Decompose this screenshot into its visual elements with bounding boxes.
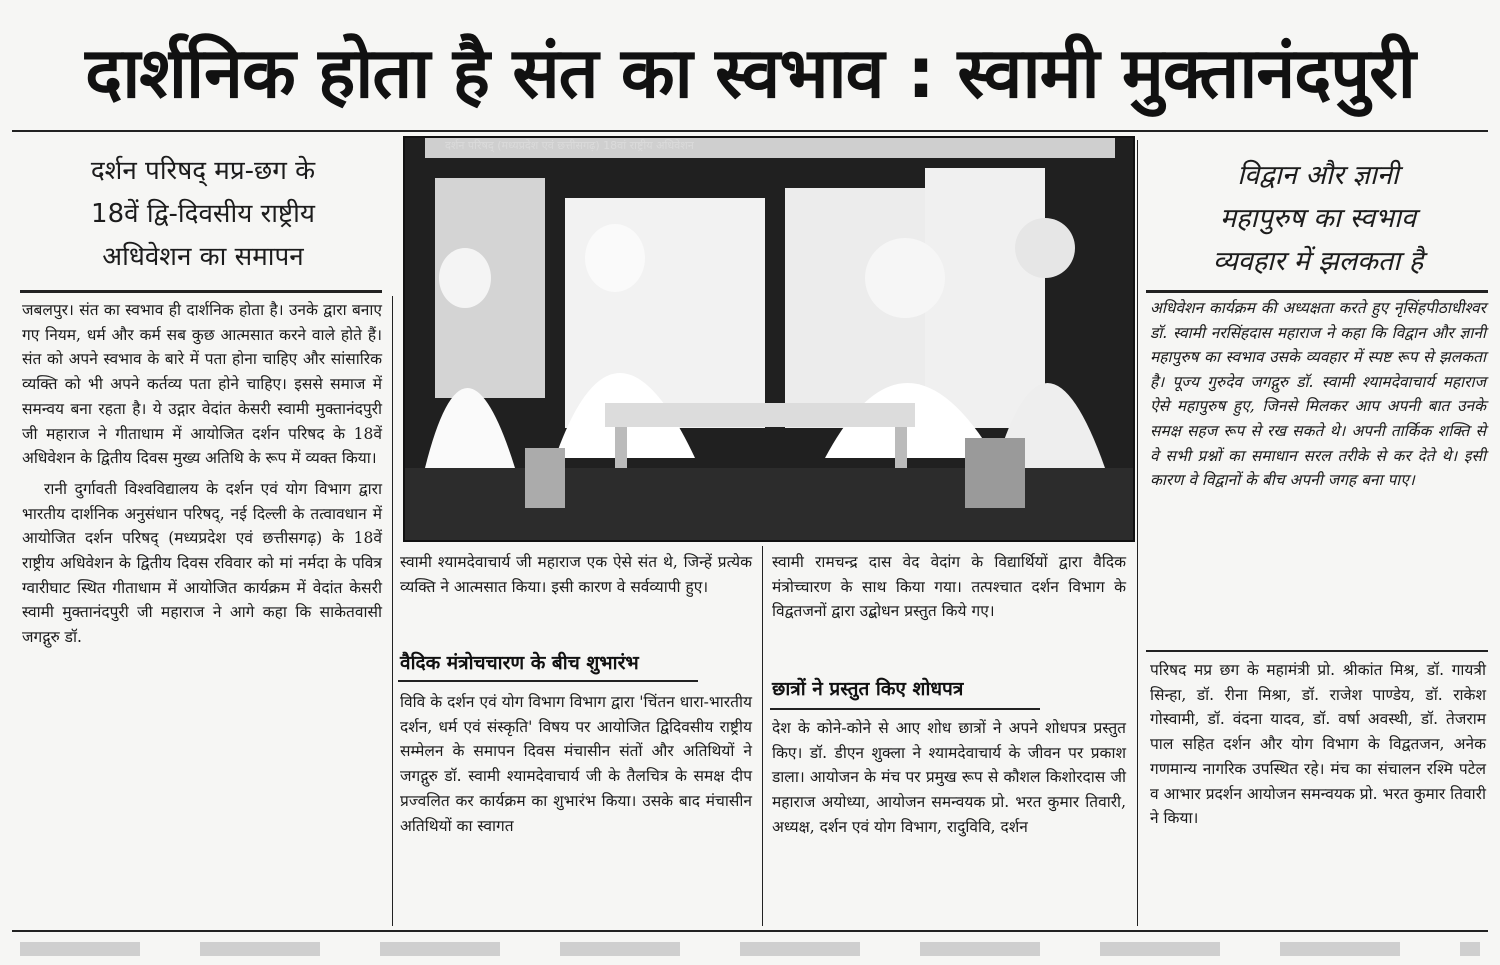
right-deck-line-1: विद्वान और ज्ञानी (1237, 160, 1399, 191)
col2-subhead-rule (398, 680, 698, 682)
col2-para-2: विवि के दर्शन एवं योग विभाग विभाग द्वारा 'चिंतन धारा-भारतीय दर्शन, धर्म एवं संस्कृति' विषय पर आयोजित द्विदिवसीय राष्ट्रीय सम्मेलन के समापन दिवस मंचासीन संतों और अतिथियों ने जगद्गुरु डॉ. स्वामी श्यामदेवाचार्य जी के तैलचित्र के समक्ष दीप प्रज्वलित कर कार्यक्रम का शुभारंभ किया। उसके बाद मंचासीन अतिथियों का स्वागत (400, 693, 752, 835)
left-deck (22, 150, 384, 279)
headline-rule (12, 130, 1488, 132)
next-article-strip (20, 942, 1480, 956)
column-3-cont (772, 716, 1126, 840)
column-2-cont (400, 690, 752, 838)
column-1 (22, 298, 382, 650)
left-deck-rule (20, 290, 382, 293)
event-photo-image (405, 138, 1133, 540)
right-deck-rule (1146, 290, 1488, 293)
col1-para-2: रानी दुर्गावती विश्वविद्यालय के दर्शन एवं योग विभाग द्वारा भारतीय दार्शनिक अनुसंधान परिषद्, नई दिल्ली के तत्वावधान में आयोजित दर्शन परिषद् (मध्यप्रदेश एवं छत्तीसगढ़) के 18वें राष्ट्रीय अधिवेशन के द्वितीय दिवस रविवार को मां नर्मदा के पवित्र ग्वारीघाट स्थित गीताधाम में आयोजित कार्यक्रम में वेदांत केसरी स्वामी मुक्तानंदपुरी जी महाराज ने आगे कहा कि साकेतवासी जगद्गुरु डॉ. (22, 479, 382, 647)
left-deck-line-2: 18वें द्वि-दिवसीय राष्ट्रीय (91, 199, 315, 229)
col2-para-1: स्वामी श्यामदेवाचार्य जी महाराज एक ऐसे संत थे, जिन्हें प्रत्येक व्यक्ति ने आत्मसात किया। इसी कारण वे सर्वव्यापी हुए। (400, 553, 752, 596)
column-3 (772, 550, 1126, 624)
column-rule-3 (1137, 140, 1138, 926)
col4-para-2: परिषद मप्र छग के महामंत्री प्रो. श्रीकांत मिश्र, डॉ. गायत्री सिन्हा, डॉ. रीना मिश्रा, डॉ. राजेश पाण्डेय, डॉ. राकेश गोस्वामी, डॉ. वंदना यादव, डॉ. वर्षा अवस्थी, डॉ. तेजराम पाल सहित दर्शन और योग विभाग के विद्वतजन, अनेक गणमान्य नागरिक उपस्थित रहे। मंच का संचालन रश्मि पटेल व आभार प्रदर्शन आयोजन समन्वयक प्रो. भरत कुमार तिवारी ने किया। (1150, 661, 1486, 828)
left-deck-line-3: अधिवेशन का समापन (102, 242, 304, 272)
column-4 (1150, 296, 1486, 493)
col3-subhead-rule (770, 708, 1040, 710)
column-rule-1 (392, 296, 393, 926)
headline: दार्शनिक होता है संत का स्वभाव : स्वामी मुक्तानंदपुरी (85, 32, 1415, 114)
col3-para-2: देश के कोने-कोने से आए शोध छात्रों ने अपने शोधपत्र प्रस्तुत किए। डॉ. डीएन शुक्ला ने श्यामदेवाचार्य के जीवन पर प्रकाश डाला। आयोजन के मंच पर प्रमुख रूप से कौशल किशोरदास जी महाराज अयोध्या, आयोजन समन्वयक प्रो. भरत कुमार तिवारी, अध्यक्ष, दर्शन एवं योग विभाग, रादुविवि, दर्शन (772, 719, 1126, 836)
col4-para-1: अधिवेशन कार्यक्रम की अध्यक्षता करते हुए नृसिंहपीठाधीश्वर डॉ. स्वामी नरसिंहदास महाराज ने कहा कि विद्वान और ज्ञानी महापुरुष का स्वभाव उसके व्यवहार में स्पष्ट रूप से झलकता है। पूज्य गुरुदेव जगद्गुरु डॉ. स्वामी श्यामदेवाचार्य महाराज ऐसे महापुरुष हुए, जिनसे मिलकर आप अपनी बात उनके समक्ष सहज रूप से रख सकते थे। अपनी तार्किक शक्ति से वे सभी प्रश्नों का समाधान सरल तरीके से कर देते थे। इसी कारण वे विद्वानों के बीच अपनी जगह बना पाए। (1150, 299, 1486, 490)
left-deck-line-1: दर्शन परिषद् मप्र-छग के (90, 156, 316, 186)
right-deck-line-3: व्यवहार में झलकता है (1212, 246, 1424, 277)
column-rule-2 (762, 546, 763, 926)
col3-para-1: स्वामी रामचन्द्र दास वेद वेदांग के विद्यार्थियों द्वारा वैदिक मंत्रोच्चारण के साथ किया गया। तत्पश्चात दर्शन विभाग के विद्वतजनों द्वारा उद्बोधन प्रस्तुत किये गए। (772, 553, 1126, 621)
col3-subhead: छात्रों ने प्रस्तुत किए शोधपत्र (772, 678, 964, 700)
right-deck-line-2: महापुरुष का स्वभाव (1220, 203, 1416, 234)
column-4-cont (1150, 658, 1486, 831)
event-photo (403, 136, 1135, 542)
column-2 (400, 550, 752, 599)
col1-para-1: जबलपुर। संत का स्वभाव ही दार्शनिक होता है। उनके द्वारा बनाए गए नियम, धर्म और कर्म सब कुछ आत्मसात करने वाले होते हैं। संत को अपने स्वभाव के बारे में पता होना चाहिए और सांसारिक व्यक्ति को भी अपने कर्तव्य पता होने चाहिए। इससे समाज में समन्वय बना रहता है। ये उद्गार वेदांत केसरी स्वामी मुक्तानंदपुरी जी महाराज ने गीताधाम में आयोजित दर्शन परिषद के 18वें अधिवेशन के द्वितीय दिवस मुख्य अतिथि के रूप में व्यक्त किया। (22, 301, 382, 468)
photo-banner-text: दर्शन परिषद् (मध्यप्रदेश एवं छत्तीसगढ़) 18वां राष्ट्रीय अधिवेशन (445, 139, 694, 152)
col4-rule (1146, 650, 1488, 652)
bottom-rule (12, 930, 1488, 932)
right-deck (1148, 154, 1488, 283)
col2-subhead: वैदिक मंत्रोचचारण के बीच शुभारंभ (400, 652, 639, 674)
